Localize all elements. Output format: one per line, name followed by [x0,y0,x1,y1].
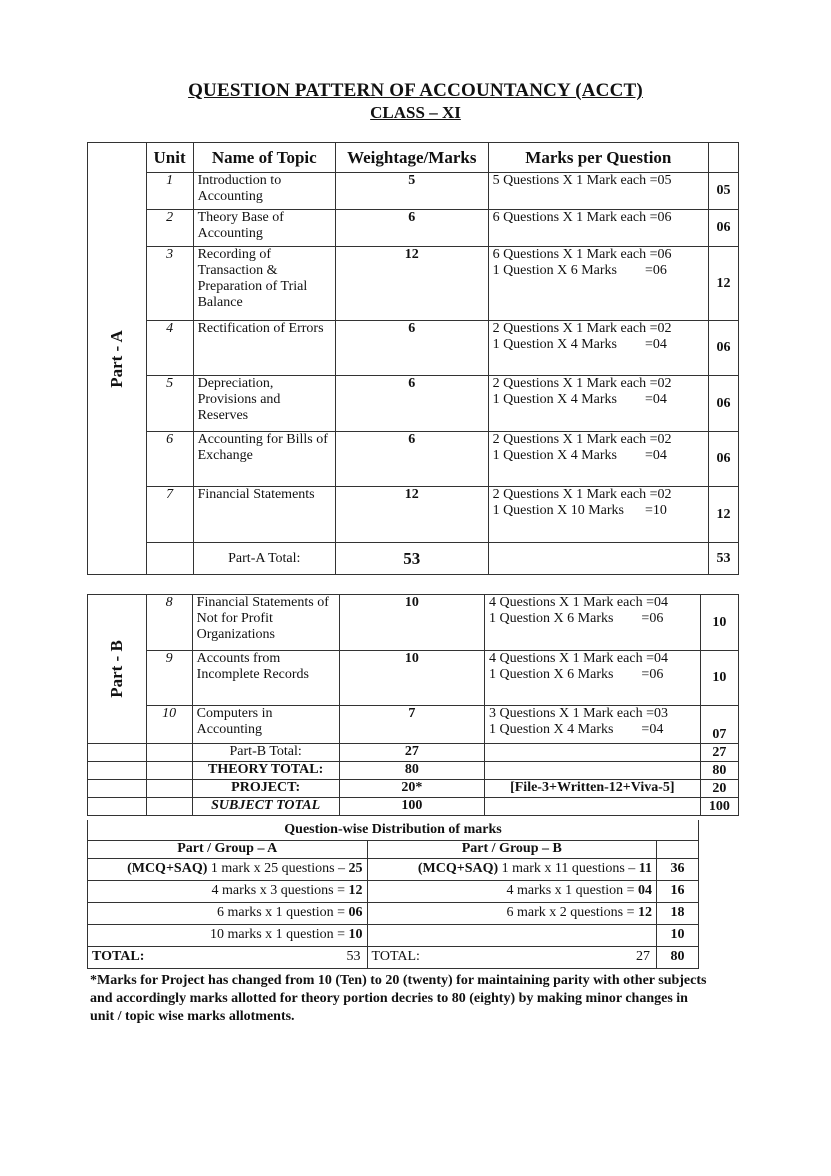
group-a-header: Part / Group – A [88,840,368,858]
subject-total-label: SUBJECT TOTAL [192,798,339,816]
weightage: 7 [339,706,484,744]
marks-per-question: 4 Questions X 1 Mark each =04 1 Question X 6 Marks =06 [485,595,701,651]
group-a-total-cell [88,946,368,968]
theory-total-row [88,762,739,780]
part-a-total-label: Part-A Total: [193,543,335,575]
project-label: PROJECT: [192,780,339,798]
distribution-row-total: 18 [657,902,699,924]
topic-name: Financial Statements [193,487,335,543]
group-a-cell: 6 marks x 1 question = 06 [88,902,368,924]
empty-cell [485,744,701,762]
table-row [88,321,739,376]
group-b-header: Part / Group – B [367,840,657,858]
table-row [88,487,739,543]
table-row [88,173,739,210]
empty-cell [146,543,193,575]
part-b-label-cell [88,595,147,744]
unit-number: 10 [146,706,192,744]
distribution-value: 10 [348,927,363,942]
distribution-text: 1 mark x 25 questions [207,861,335,876]
row-total: 06 [709,432,739,487]
empty-cell [146,798,192,816]
group-b-total-label: TOTAL: [371,949,420,964]
weightage: 10 [339,651,484,706]
unit-number: 9 [146,651,192,706]
topic-name: Depreciation, Provisions and Reserves [193,376,335,432]
distribution-row-total: 16 [657,880,699,902]
table-row [88,706,739,744]
theory-total: 80 [700,762,738,780]
marks-per-question: 5 Questions X 1 Mark each =05 [488,173,709,210]
project-detail: [File-3+Written-12+Viva-5] [485,780,701,798]
topic-name: Accounting for Bills of Exchange [193,432,335,487]
empty-cell [88,780,147,798]
weightage: 6 [335,321,488,376]
group-b-cell: 6 mark x 2 questions = 12 [367,902,657,924]
unit-number: 1 [146,173,193,210]
empty-cell [488,543,709,575]
distribution-title: Question-wise Distribution of marks [88,820,699,840]
distribution-text: 10 marks x 1 question [209,927,334,942]
distribution-value: 06 [348,905,363,920]
theory-total-weight: 80 [339,762,484,780]
distribution-header-row [88,840,699,858]
empty-cell [657,840,699,858]
table-header-row [88,143,739,173]
header-blank [709,143,739,173]
header-marks-per-question: Marks per Question [488,143,709,173]
group-b-cell [367,924,657,946]
table-row [88,210,739,247]
distribution-text: 1 mark x 11 questions [498,861,625,876]
row-total: 10 [700,651,738,706]
subject-total-weight: 100 [339,798,484,816]
empty-cell [146,780,192,798]
marks-per-question: 2 Questions X 1 Mark each =02 1 Question X 10 Marks =10 [488,487,709,543]
row-total: 05 [709,173,739,210]
distribution-value: 12 [348,883,363,898]
group-a-cell: 10 marks x 1 question = 10 [88,924,368,946]
row-total: 07 [700,706,738,744]
distribution-row [88,858,699,880]
table-row [88,651,739,706]
distribution-title-row [88,820,699,840]
topic-name: Accounts from Incomplete Records [192,651,339,706]
distribution-text: 4 marks x 1 question [506,883,624,898]
group-a-cell: 4 marks x 3 questions = 12 [88,880,368,902]
marks-per-question: 2 Questions X 1 Mark each =02 1 Question X 4 Marks =04 [488,321,709,376]
marks-per-question: 6 Questions X 1 Mark each =06 1 Question X 6 Marks =06 [488,247,709,321]
header-weightage: Weightage/Marks [335,143,488,173]
group-a-total-label: TOTAL: [92,949,145,964]
weightage: 12 [335,487,488,543]
weightage: 6 [335,376,488,432]
part-a-total-row [88,543,739,575]
project-weight: 20* [339,780,484,798]
subject-total-row [88,798,739,816]
distribution-table [87,820,699,969]
part-a-total: 53 [709,543,739,575]
distribution-row [88,902,699,924]
weightage: 6 [335,432,488,487]
marks-per-question: 3 Questions X 1 Mark each =03 1 Question X 4 Marks =04 [485,706,701,744]
marks-per-question: 2 Questions X 1 Mark each =02 1 Question X 4 Marks =04 [488,376,709,432]
weightage: 5 [335,173,488,210]
row-total: 06 [709,321,739,376]
weightage: 6 [335,210,488,247]
part-a-label-cell [88,143,147,575]
marks-per-question: 4 Questions X 1 Mark each =04 1 Question X 6 Marks =06 [485,651,701,706]
mcq-label: (MCQ+SAQ) [417,861,499,876]
topic-name: Financial Statements of Not for Profit Organizations [192,595,339,651]
distribution-row [88,880,699,902]
row-total: 12 [709,247,739,321]
header-unit: Unit [146,143,193,173]
part-b-total-weight: 27 [339,744,484,762]
unit-number: 3 [146,247,193,321]
unit-number: 6 [146,432,193,487]
part-a-label: Part - A [106,329,126,388]
topic-name: Theory Base of Accounting [193,210,335,247]
row-total: 06 [709,210,739,247]
group-b-total-cell [367,946,657,968]
unit-number: 5 [146,376,193,432]
unit-number: 2 [146,210,193,247]
row-total: 06 [709,376,739,432]
empty-cell [88,798,147,816]
table-row [88,376,739,432]
project-marks-note: *Marks for Project has changed from 10 (Ten) to 20 (twenty) for maintaining parity with other subjects and accordingly marks allotted for theory portion decries to 80 (eighty) by making minor changes in unit / topic wise marks allotments. [90,973,707,1024]
marks-per-question: 6 Questions X 1 Mark each =06 [488,210,709,247]
part-b-total: 27 [700,744,738,762]
unit-number: 8 [146,595,192,651]
unit-number: 7 [146,487,193,543]
part-b-total-label: Part-B Total: [192,744,339,762]
document-title: QUESTION PATTERN OF ACCOUNTANCY (ACCT) [188,80,643,101]
project-row [88,780,739,798]
project-total: 20 [700,780,738,798]
distribution-total-row [88,946,699,968]
unit-number: 4 [146,321,193,376]
weightage: 10 [339,595,484,651]
distribution-row-total: 10 [657,924,699,946]
group-b-cell: 4 marks x 1 question = 04 [367,880,657,902]
distribution-row-total: 36 [657,858,699,880]
weightage: 12 [335,247,488,321]
topic-name: Introduction to Accounting [193,173,335,210]
header-topic: Name of Topic [193,143,335,173]
row-total: 10 [700,595,738,651]
empty-cell [88,744,147,762]
distribution-value: 04 [638,883,653,898]
topic-name: Recording of Transaction & Preparation of Trial Balance [193,247,335,321]
subject-total: 100 [700,798,738,816]
group-a-total: 53 [346,949,361,964]
part-b-table [87,594,739,816]
topic-name: Computers in Accounting [192,706,339,744]
distribution-text: 4 marks x 3 questions [211,883,334,898]
group-b-total: 27 [636,949,651,964]
empty-cell [146,762,192,780]
distribution-text: 6 marks x 1 question [216,905,334,920]
empty-cell [146,744,192,762]
distribution-value: 25 [348,861,363,876]
marks-per-question: 2 Questions X 1 Mark each =02 1 Question X 4 Marks =04 [488,432,709,487]
empty-cell [485,762,701,780]
empty-cell [485,798,701,816]
grand-total: 80 [657,946,699,968]
distribution-row [88,924,699,946]
topic-name: Rectification of Errors [193,321,335,376]
part-b-label: Part - B [106,640,126,698]
table-row [88,247,739,321]
group-b-cell: (MCQ+SAQ) 1 mark x 11 questions – 11 [367,858,657,880]
distribution-text: 6 mark x 2 questions [506,905,624,920]
table-row [88,432,739,487]
mcq-label: (MCQ+SAQ) [127,861,208,876]
distribution-value: 11 [638,861,653,876]
empty-cell [88,762,147,780]
group-a-cell: (MCQ+SAQ) 1 mark x 25 questions – 25 [88,858,368,880]
table-row [88,595,739,651]
part-a-total-weight: 53 [335,543,488,575]
part-b-total-row [88,744,739,762]
part-a-table [87,142,739,575]
distribution-value: 12 [638,905,653,920]
row-total: 12 [709,487,739,543]
theory-total-label: THEORY TOTAL: [192,762,339,780]
class-heading: CLASS – XI [370,103,461,122]
